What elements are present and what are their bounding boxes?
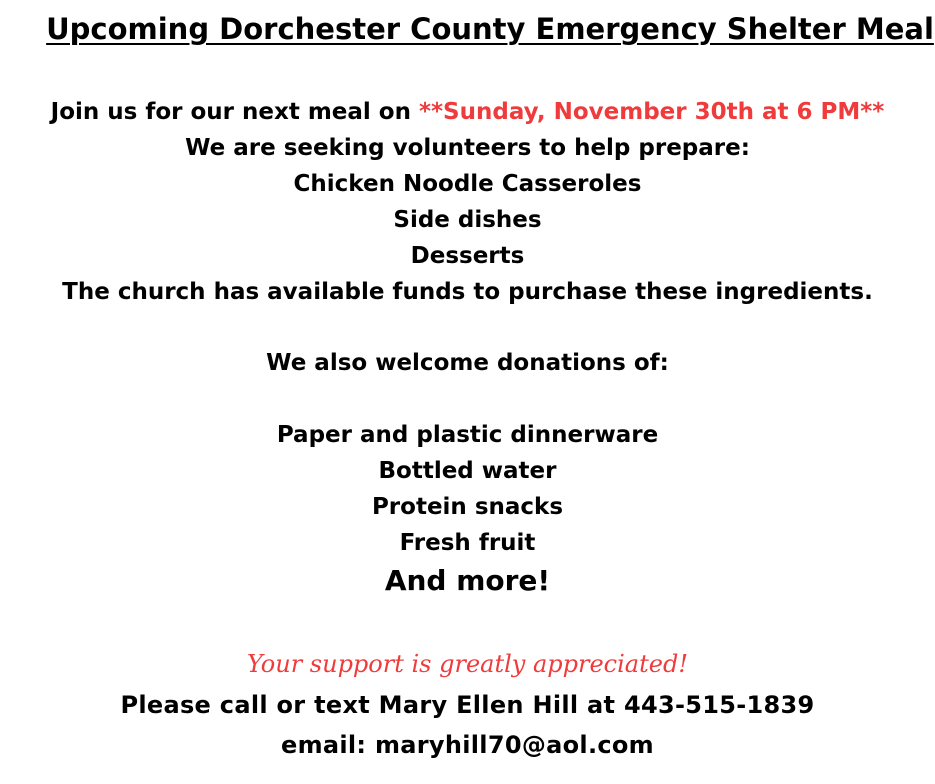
volunteer-item: Chicken Noodle Casseroles xyxy=(293,171,642,197)
join-lead: Join us for our next meal on xyxy=(50,99,419,125)
volunteer-item: Desserts xyxy=(410,243,525,269)
donation-item: Paper and plastic dinnerware xyxy=(276,422,659,448)
funds-note: The church has available funds to purchase these ingredients. xyxy=(62,279,873,305)
donations-intro: We also welcome donations of: xyxy=(266,350,669,376)
volunteers-intro: We are seeking volunteers to help prepare: xyxy=(185,135,750,161)
thanks-message: Your support is greatly appreciated! xyxy=(247,650,688,678)
and-more: And more! xyxy=(384,564,551,597)
contact-email: email: maryhill70@aol.com xyxy=(281,731,654,759)
meal-date: **Sunday, November 30th at 6 PM** xyxy=(419,99,885,125)
donation-item: Bottled water xyxy=(378,458,557,484)
contact-phone: Please call or text Mary Ellen Hill at 443-515-1839 xyxy=(120,691,815,719)
donation-item: Protein snacks xyxy=(371,494,564,520)
donation-item: Fresh fruit xyxy=(399,530,536,556)
volunteer-item: Side dishes xyxy=(393,207,542,233)
meal-date-line xyxy=(0,97,935,127)
page-title: Upcoming Dorchester County Emergency Shelter Meal xyxy=(46,12,934,46)
